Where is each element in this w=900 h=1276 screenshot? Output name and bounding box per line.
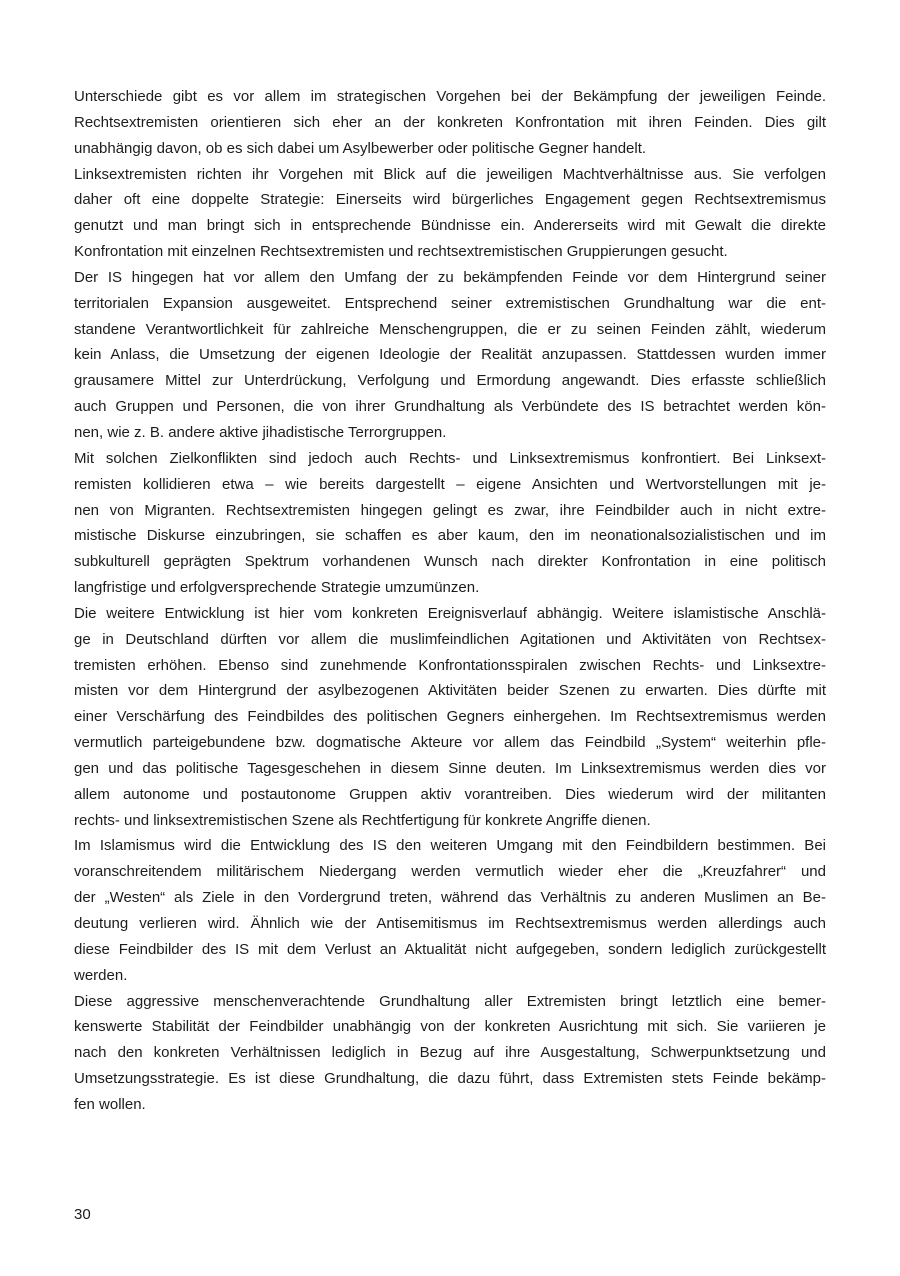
text-line: vermutlich parteigebundene bzw. dogmatische Akteure vor allem das Feindbild „System“ weiterhin pfle- [74,734,826,752]
text-line: kenswerte Stabilität der Feindbilder unabhängig von der konkreten Ausrichtung mit sich. Sie variieren je [74,1018,826,1036]
text-line: rechts- und linksextremistischen Szene als Rechtfertigung für konkrete Angriffe dienen. [74,811,651,829]
text-line: kein Anlass, die Umsetzung der eigenen Ideologie der Realität anzupassen. Stattdessen wurden immer [74,346,826,364]
text-line: auch Gruppen und Personen, die von ihrer Grundhaltung als Verbündete des IS betrachtet werden kön- [74,398,826,416]
text-line: voranschreitendem militärischem Niedergang werden vermutlich wieder eher die „Kreuzfahrer“ und [74,863,826,881]
paragraph [74,84,826,162]
text-line: gen und das politische Tagesgeschehen in diesem Sinne deuten. Im Linksextremismus werden dies vor [74,759,826,777]
paragraph [74,989,826,1118]
text-line: Im Islamismus wird die Entwicklung des IS den weiteren Umgang mit den Feindbildern bestimmen. Bei [74,837,826,855]
paragraph [74,601,826,834]
text-line: ge in Deutschland dürften vor allem die muslimfeindlichen Agitationen und Aktivitäten von Rechtsex- [74,630,826,648]
body-text [74,84,826,1118]
text-line: Umsetzungsstrategie. Es ist diese Grundhaltung, die dazu führt, dass Extremisten stets Feinde bekämp- [74,1070,826,1088]
text-line: daher oft eine doppelte Strategie: Einerseits wird bürgerliches Engagement gegen Rechtsextremismus [74,191,826,209]
text-line: Mit solchen Zielkonflikten sind jedoch auch Rechts- und Linksextremismus konfrontiert. Bei Linksext- [74,449,826,467]
text-line: deutung verlieren wird. Ähnlich wie der Antisemitismus im Rechtsextremismus werden allerdings auch [74,915,826,932]
text-line: allem autonome und postautonome Gruppen aktiv vorantreiben. Dies wiederum wird der militanten [74,785,826,803]
text-line: genutzt und man bringt sich in entsprechende Bündnisse ein. Andererseits wird mit Gewalt die direkte [74,217,826,235]
page-number: 30 [74,1206,91,1223]
text-line: nen, wie z. B. andere aktive jihadistische Terrorgruppen. [74,423,447,441]
text-line: subkulturell geprägten Spektrum vorhandenen Wunsch nach direkter Konfrontation in eine politisch [74,553,826,571]
text-line: diese Feindbilder des IS mit dem Verlust an Aktualität nicht aufgegeben, sondern lediglich zurückgestellt [74,940,826,958]
text-line: Die weitere Entwicklung ist hier vom konkreten Ereignisverlauf abhängig. Weitere islamistische Anschlä- [74,604,826,622]
text-line: misten vor dem Hintergrund der asylbezogenen Aktivitäten beider Szenen zu erwarten. Dies dürfte mit [74,682,826,700]
text-line: langfristige und erfolgversprechende Strategie umzumünzen. [74,579,480,597]
text-line: einer Verschärfung des Feindbildes des politischen Gegners einhergehen. Im Rechtsextremismus werden [74,708,826,726]
text-line: grausamere Mittel zur Unterdrückung, Verfolgung und Ermordung angewandt. Dies erfasste schließlich [74,372,826,390]
text-line: der „Westen“ als Ziele in den Vordergrund treten, während das Verhältnis zu anderen Muslimen an Be- [74,889,826,907]
text-line: Diese aggressive menschenverachtende Grundhaltung aller Extremisten bringt letztlich eine bemer- [74,992,826,1010]
text-line: Unterschiede gibt es vor allem im strategischen Vorgehen bei der Bekämpfung der jeweiligen Feinde. [74,88,826,105]
text-line: nen von Migranten. Rechtsextremisten hingegen gelingt es zwar, ihre Feindbilder auch in nicht extre- [74,501,826,519]
text-line: werden. [74,966,128,984]
text-line: unabhängig davon, ob es sich dabei um Asylbewerber oder politische Gegner handelt. [74,139,647,157]
paragraph [74,833,826,988]
text-line: nach den konkreten Verhältnissen lediglich in Bezug auf ihre Ausgestaltung, Schwerpunktsetzung und [74,1044,826,1062]
text-line: remisten kollidieren etwa – wie bereits dargestellt – eigene Ansichten und Wertvorstellungen mit je- [74,475,826,493]
paragraph [74,162,826,265]
text-line: territorialen Expansion ausgeweitet. Entsprechend seiner extremistischen Grundhaltung war die ent- [74,294,826,312]
text-line: tremisten erhöhen. Ebenso sind zunehmende Konfrontationsspiralen zwischen Rechts- und Linksextre- [74,656,826,674]
paragraph [74,265,826,446]
text-line: Der IS hingegen hat vor allem den Umfang der zu bekämpfenden Feinde vor dem Hintergrund seiner [74,268,826,286]
text-line: mistische Diskurse einzubringen, sie schaffen es aber kaum, den im neonationalsozialistischen und im [74,527,826,545]
paragraph [74,446,826,601]
text-line: Konfrontation mit einzelnen Rechtsextremisten und rechtsextremistischen Gruppierungen gesucht. [74,243,728,261]
text-line: Linksextremisten richten ihr Vorgehen mit Blick auf die jeweiligen Machtverhältnisse aus. Sie verfolgen [74,165,826,183]
text-line: Rechtsextremisten orientieren sich eher an der konkreten Konfrontation mit ihren Feinden. Dies gilt [74,113,826,131]
text-line: fen wollen. [74,1095,146,1113]
text-line: standene Verantwortlichkeit für zahlreiche Menschengruppen, die er zu seinen Feinden zählt, wiederum [74,320,826,338]
